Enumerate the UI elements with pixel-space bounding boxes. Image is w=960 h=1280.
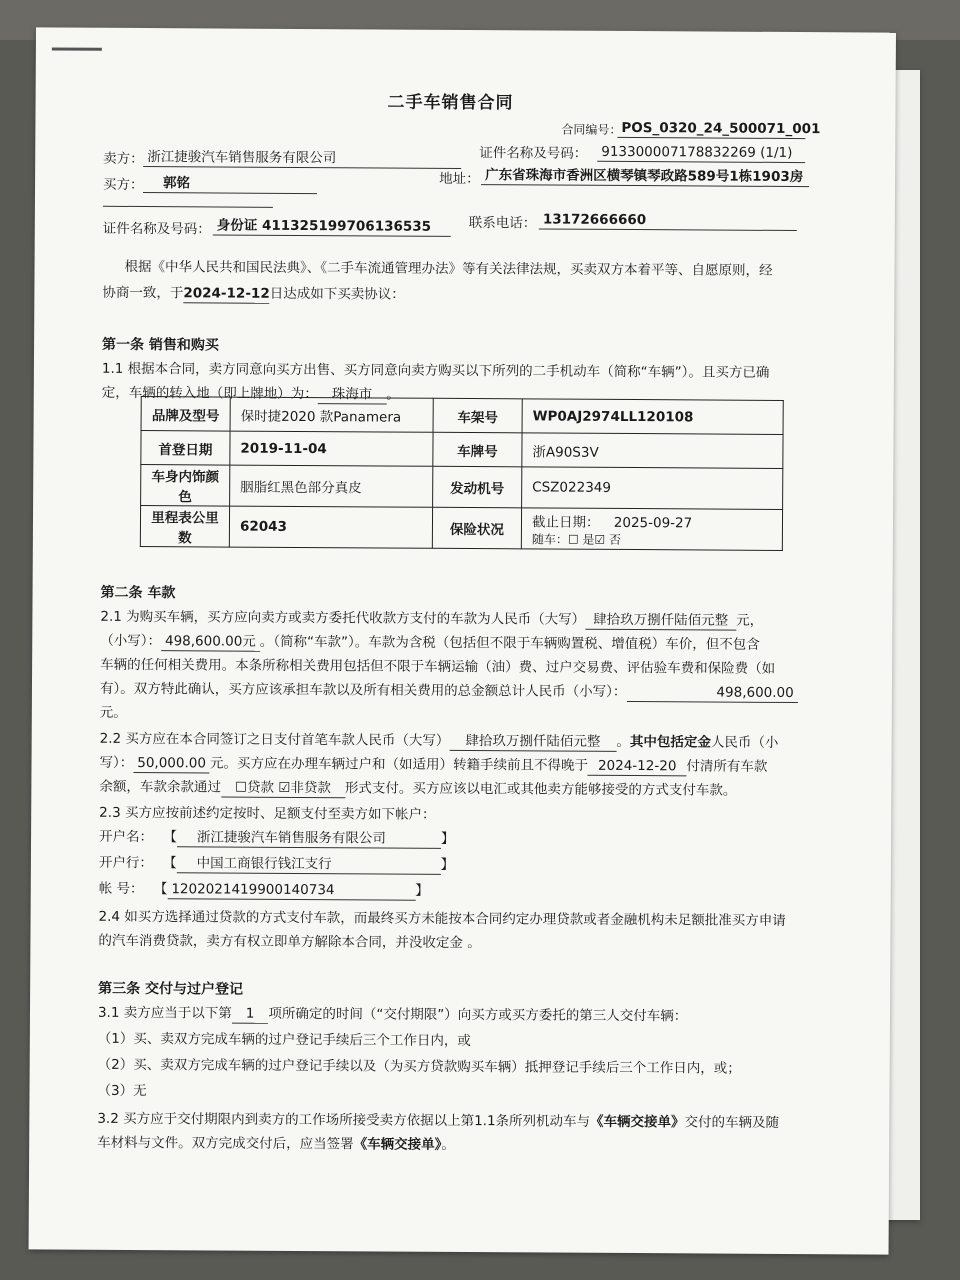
article-3-heading: 第三条 交付与过户登记 bbox=[98, 980, 244, 998]
account-number: 1202021419900140734 bbox=[167, 880, 415, 901]
article-2-line-10: 2.4 如买方选择通过贷款的方式支付车款，而最终买方未能按本合同约定办理贷款或者金融机构未足额批准买方申请 bbox=[98, 908, 786, 929]
article-3-line-2: 3.2 买方应于交付期限内到卖方的工作场所接受卖方依据以上第1.1条所列机动车与《车辆交接单》交付的车辆及随 bbox=[97, 1110, 780, 1131]
bank-name: 中国工商银行钱江支行 bbox=[177, 854, 441, 875]
insurance-label: 保险状况 bbox=[432, 507, 521, 549]
article-3-line-3: 车材料与文件。双方完成交付后，应当签署《车辆交接单》。 bbox=[97, 1134, 455, 1153]
buyer-id-label: 证件名称及号码： bbox=[102, 220, 211, 238]
table-row bbox=[140, 506, 782, 551]
contract-number-label: 合同编号： bbox=[561, 122, 622, 137]
mileage-label: 里程表公里数 bbox=[140, 506, 229, 548]
table-row bbox=[141, 397, 783, 435]
account-name-row: 开户名： 【 浙江捷骏汽车销售服务有限公司 】 bbox=[99, 828, 455, 847]
blank-line bbox=[103, 206, 273, 208]
engine-label: 发动机号 bbox=[433, 466, 522, 508]
article-3-option-2: （2）买、卖双方完成车辆的过户登记手续以及（为买方贷款购买车辆）抵押登记手续后三个工作日内，或； bbox=[97, 1056, 741, 1077]
bank-label: 开户行： bbox=[98, 854, 153, 872]
article-2-line-2: （小写）： 498,600.00元 。（简称“车款”）。车款为含税（包括但不限于车辆购置税、增值税）车价，但不包含 bbox=[100, 632, 760, 653]
article-2-line-5: 元。 bbox=[99, 704, 127, 721]
article-2-line-8: 余额，车款余款通过 ☐贷款 ☑非贷款 形式支付。买方应该以电汇或其他卖方能够接受的方式支付车款。 bbox=[99, 778, 737, 799]
account-number-label: 帐 号： bbox=[98, 880, 144, 898]
staple-mark bbox=[52, 47, 102, 50]
article-2-line-4: 有）。双方特此确认，买方应该承担车款以及所有相关费用的总金额总计人民币（小写）： 498,600.00 bbox=[100, 680, 798, 703]
plate-value: 浙A90S3V bbox=[522, 433, 783, 469]
table-row bbox=[141, 431, 783, 469]
color-label: 车身内饰颜色 bbox=[141, 465, 230, 507]
article-2-line-11: 的汽车消费贷款，卖方有权立即单方解除本合同，并没收定金 。 bbox=[98, 932, 481, 952]
seller-id-label: 证件名称及号码： bbox=[479, 145, 588, 162]
account-number-row: 帐 号： 【 1202021419900140734 】 bbox=[98, 880, 429, 899]
seller-label: 卖方： bbox=[103, 150, 144, 168]
vin-label: 车架号 bbox=[433, 398, 522, 433]
buyer-address: 广东省珠海市香洲区横琴镇琴政路589号1栋1903房 bbox=[481, 166, 809, 187]
article-2-line-7: 写）： 50,000.00 元。买方应在办理车辆过户和（如适用）转籍手续前且不得晚于 2024-12-20 付清所有车款 bbox=[99, 754, 768, 775]
article-2-line-3: 车辆的任何相关费用。本条所称相关费用包括但不限于车辆运输（油）费、过户交易费、评估验车费和保险费（如 bbox=[100, 656, 776, 677]
vin-value: WP0AJ2974LL120108 bbox=[522, 399, 783, 435]
article-2-heading: 第二条 车款 bbox=[100, 584, 176, 602]
seller-id: 913300007178832269 (1/1) bbox=[597, 143, 805, 163]
account-name-label: 开户名： bbox=[99, 828, 154, 846]
vehicle-info-table bbox=[140, 396, 784, 551]
color-value: 胭脂红黑色部分真皮 bbox=[230, 465, 433, 507]
engine-value: CSZ022349 bbox=[522, 467, 783, 510]
insurance-follow-checkbox: 随车：☐ 是☑ 否 bbox=[531, 531, 622, 547]
article-2-line-6: 2.2 买方应在本合同签订之日支付首笔车款人民币（大写） 肆拾玖万捌仟陆佰元整 。其中包括定金人民币（小 bbox=[99, 730, 779, 751]
contract-number: POS_0320_24_500071_001 bbox=[617, 119, 805, 139]
account-name: 浙江捷骏汽车销售服务有限公司 bbox=[177, 828, 441, 849]
bank-row: 开户行： 【 中国工商银行钱江支行 】 bbox=[98, 854, 455, 873]
document-title: 二手车销售合同 bbox=[387, 92, 514, 114]
contract-page bbox=[29, 27, 896, 1254]
buyer-name: 郭铭 bbox=[143, 174, 317, 194]
article-3-option-3: （3）无 bbox=[97, 1082, 147, 1100]
insurance-value: 截止日期： 2025-09-27 随车：☐ 是☑ 否 bbox=[521, 508, 782, 551]
phone-label: 联系电话： bbox=[468, 215, 537, 232]
article-1-para-line-1: 1.1 根据本合同，卖方同意向买方出售、买方同意向卖方购买以下所列的二手机动车（简称“车辆”）。且买方已确 bbox=[101, 360, 770, 381]
seller-name: 浙江捷骏汽车销售服务有限公司 bbox=[143, 148, 461, 169]
buyer-label: 买方： bbox=[102, 176, 144, 194]
article-3-option-1: （1）买、卖双方完成车辆的过户登记手续后三个工作日内，或 bbox=[97, 1030, 471, 1050]
table-row bbox=[141, 465, 783, 510]
brand-label: 品牌及型号 bbox=[141, 397, 230, 432]
address-label: 地址： bbox=[439, 170, 480, 188]
registration-date-value: 2019-11-04 bbox=[230, 431, 433, 466]
intro-line-1: 根据《中华人民共和国民法典》、《二手车流通管理办法》等有关法律法规，买卖双方本着平等、自愿原则，经 bbox=[124, 258, 773, 279]
registration-date-label: 首登日期 bbox=[141, 431, 230, 466]
buyer-id: 身份证 411325199706136535 bbox=[213, 216, 451, 236]
article-3-line-1: 3.1 卖方应当于以下第 1 项所确定的时间（“交付期限”）向买方或买方委托的第三人交付车辆： bbox=[97, 1004, 688, 1025]
article-1-para-line-2: 定，车辆的转入地（即上牌地）为： 珠海市 。 bbox=[101, 384, 400, 403]
mileage-value: 62043 bbox=[229, 506, 432, 548]
intro-line-2: 协商一致，于2024-12-12日达成如下买卖协议： bbox=[102, 284, 405, 303]
buyer-phone: 13172666660 bbox=[539, 210, 797, 231]
brand-value: 保时捷2020 款Panamera bbox=[230, 397, 433, 432]
article-2-line-9: 2.3 买方应按前述约定按时、足额支付至卖方如下帐户： bbox=[99, 804, 436, 823]
article-2-line-1: 2.1 为购买车辆，买方应向卖方或卖方委托代收款方支付的车款为人民币（大写） 肆拾玖万捌仟陆佰元整 元， bbox=[100, 608, 764, 629]
plate-label: 车牌号 bbox=[433, 432, 522, 467]
article-1-heading: 第一条 销售和购买 bbox=[102, 336, 219, 354]
